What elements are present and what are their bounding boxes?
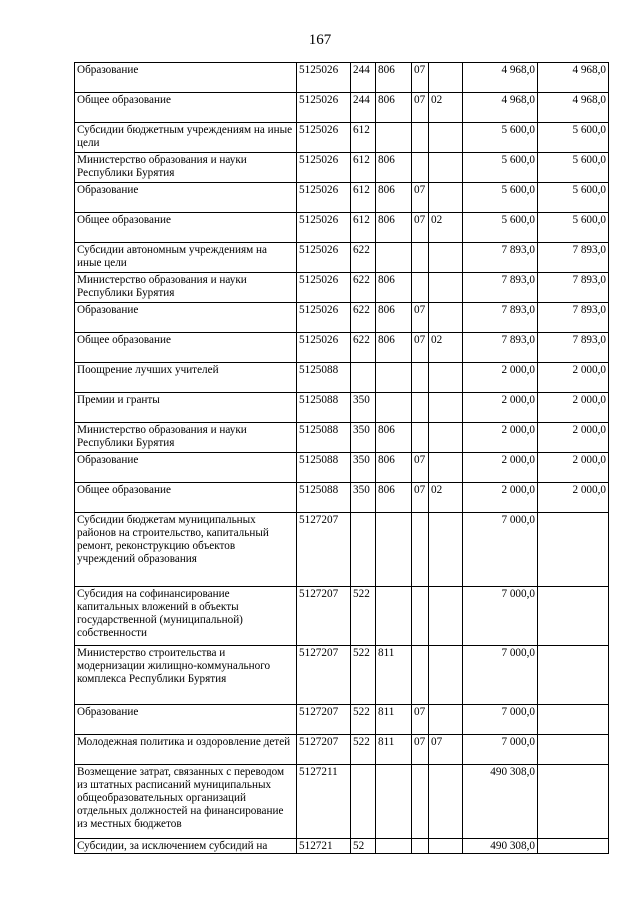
ministry-code-cell: [376, 765, 412, 839]
section-cell: 07: [412, 705, 429, 735]
expense-type-cell: 522: [351, 646, 376, 705]
amount-2-cell: 7 893,0: [538, 273, 609, 303]
page-number: 167: [308, 32, 332, 48]
amount-2-cell: 5 600,0: [538, 123, 609, 153]
row-name-cell: Общее образование: [75, 213, 297, 243]
section-cell: [412, 587, 429, 646]
section-cell: [412, 363, 429, 393]
target-code-cell: 5125026: [297, 93, 351, 123]
table-row: [75, 333, 609, 363]
amount-1-cell: 5 600,0: [463, 123, 538, 153]
table-row: [75, 243, 609, 273]
table-row: [75, 423, 609, 453]
row-name-cell: Общее образование: [75, 333, 297, 363]
subsection-cell: [429, 423, 463, 453]
table-row: [75, 513, 609, 587]
section-cell: [412, 273, 429, 303]
subsection-cell: [429, 273, 463, 303]
target-code-cell: 5125026: [297, 273, 351, 303]
amount-2-cell: 5 600,0: [538, 153, 609, 183]
row-name-cell: Субсидии бюджетам муниципальных районов на строительство, капитальный ремонт, реконструкцию объектов учреждений образования: [75, 513, 297, 587]
table-row: [75, 123, 609, 153]
target-code-cell: 5127211: [297, 765, 351, 839]
amount-2-cell: 4 968,0: [538, 93, 609, 123]
row-name-cell: Поощрение лучших учителей: [75, 363, 297, 393]
row-name-cell: Субсидии бюджетным учреждениям на иные цели: [75, 123, 297, 153]
amount-1-cell: 7 000,0: [463, 646, 538, 705]
ministry-code-cell: 811: [376, 735, 412, 765]
expense-type-cell: 350: [351, 453, 376, 483]
amount-1-cell: 2 000,0: [463, 423, 538, 453]
ministry-code-cell: 806: [376, 213, 412, 243]
amount-1-cell: 2 000,0: [463, 393, 538, 423]
amount-2-cell: [538, 513, 609, 587]
amount-1-cell: 490 308,0: [463, 839, 538, 854]
budget-table: [74, 62, 609, 854]
subsection-cell: [429, 705, 463, 735]
row-name-cell: Министерство строительства и модернизации жилищно-коммунального комплекса Республики Бурятия: [75, 646, 297, 705]
section-cell: 07: [412, 63, 429, 93]
target-code-cell: 5125088: [297, 483, 351, 513]
amount-1-cell: 5 600,0: [463, 213, 538, 243]
target-code-cell: 5127207: [297, 705, 351, 735]
row-name-cell: Молодежная политика и оздоровление детей: [75, 735, 297, 765]
row-name-cell: Субсидии автономным учреждениям на иные цели: [75, 243, 297, 273]
target-code-cell: 5125026: [297, 303, 351, 333]
row-name-cell: Субсидия на софинансирование капитальных вложений в объекты государственной (муниципальной) собственности: [75, 587, 297, 646]
ministry-code-cell: 806: [376, 483, 412, 513]
ministry-code-cell: [376, 587, 412, 646]
amount-2-cell: [538, 705, 609, 735]
subsection-cell: [429, 153, 463, 183]
amount-2-cell: 2 000,0: [538, 453, 609, 483]
table-row: [75, 765, 609, 839]
row-name-cell: Субсидии, за исключением субсидий на: [75, 839, 297, 854]
amount-2-cell: [538, 646, 609, 705]
amount-2-cell: [538, 765, 609, 839]
target-code-cell: 5125026: [297, 243, 351, 273]
row-name-cell: Общее образование: [75, 93, 297, 123]
section-cell: 07: [412, 183, 429, 213]
amount-1-cell: 7 893,0: [463, 243, 538, 273]
section-cell: 07: [412, 453, 429, 483]
subsection-cell: [429, 393, 463, 423]
target-code-cell: 5125026: [297, 63, 351, 93]
section-cell: 07: [412, 93, 429, 123]
expense-type-cell: 244: [351, 63, 376, 93]
subsection-cell: [429, 123, 463, 153]
amount-1-cell: 4 968,0: [463, 63, 538, 93]
expense-type-cell: 522: [351, 587, 376, 646]
expense-type-cell: 612: [351, 213, 376, 243]
ministry-code-cell: 806: [376, 423, 412, 453]
amount-1-cell: 7 893,0: [463, 303, 538, 333]
subsection-cell: [429, 183, 463, 213]
table-row: [75, 63, 609, 93]
row-name-cell: Министерство образования и науки Республики Бурятия: [75, 153, 297, 183]
amount-2-cell: [538, 587, 609, 646]
amount-1-cell: 490 308,0: [463, 765, 538, 839]
target-code-cell: 5125088: [297, 393, 351, 423]
expense-type-cell: 622: [351, 333, 376, 363]
target-code-cell: 5125026: [297, 213, 351, 243]
expense-type-cell: 350: [351, 393, 376, 423]
section-cell: [412, 839, 429, 854]
table-row: [75, 93, 609, 123]
subsection-cell: 07: [429, 735, 463, 765]
section-cell: [412, 765, 429, 839]
amount-1-cell: 5 600,0: [463, 183, 538, 213]
amount-1-cell: 7 893,0: [463, 273, 538, 303]
amount-1-cell: 2 000,0: [463, 483, 538, 513]
amount-1-cell: 7 893,0: [463, 333, 538, 363]
ministry-code-cell: 806: [376, 333, 412, 363]
table-row: [75, 735, 609, 765]
amount-2-cell: 5 600,0: [538, 183, 609, 213]
target-code-cell: 512721: [297, 839, 351, 854]
amount-2-cell: 2 000,0: [538, 393, 609, 423]
amount-2-cell: 2 000,0: [538, 483, 609, 513]
expense-type-cell: 52: [351, 839, 376, 854]
row-name-cell: Образование: [75, 705, 297, 735]
target-code-cell: 5125088: [297, 453, 351, 483]
amount-1-cell: 7 000,0: [463, 513, 538, 587]
amount-2-cell: [538, 735, 609, 765]
ministry-code-cell: 806: [376, 153, 412, 183]
amount-1-cell: 7 000,0: [463, 705, 538, 735]
expense-type-cell: 612: [351, 183, 376, 213]
expense-type-cell: 522: [351, 705, 376, 735]
section-cell: [412, 393, 429, 423]
target-code-cell: 5125026: [297, 183, 351, 213]
table-row: [75, 646, 609, 705]
target-code-cell: 5125026: [297, 333, 351, 363]
subsection-cell: [429, 765, 463, 839]
target-code-cell: 5127207: [297, 513, 351, 587]
amount-2-cell: 2 000,0: [538, 423, 609, 453]
subsection-cell: [429, 63, 463, 93]
target-code-cell: 5125088: [297, 363, 351, 393]
expense-type-cell: 622: [351, 273, 376, 303]
expense-type-cell: 244: [351, 93, 376, 123]
expense-type-cell: 350: [351, 423, 376, 453]
subsection-cell: [429, 839, 463, 854]
table-row: [75, 213, 609, 243]
table-row: [75, 839, 609, 854]
row-name-cell: Образование: [75, 183, 297, 213]
ministry-code-cell: [376, 243, 412, 273]
ministry-code-cell: [376, 123, 412, 153]
ministry-code-cell: 806: [376, 453, 412, 483]
ministry-code-cell: 811: [376, 646, 412, 705]
ministry-code-cell: 806: [376, 183, 412, 213]
table-row: [75, 453, 609, 483]
section-cell: 07: [412, 735, 429, 765]
expense-type-cell: 612: [351, 123, 376, 153]
target-code-cell: 5127207: [297, 587, 351, 646]
target-code-cell: 5127207: [297, 646, 351, 705]
amount-1-cell: 5 600,0: [463, 153, 538, 183]
subsection-cell: [429, 513, 463, 587]
subsection-cell: [429, 363, 463, 393]
table-row: [75, 303, 609, 333]
section-cell: [412, 123, 429, 153]
row-name-cell: Образование: [75, 453, 297, 483]
target-code-cell: 5125026: [297, 153, 351, 183]
amount-2-cell: 2 000,0: [538, 363, 609, 393]
subsection-cell: 02: [429, 333, 463, 363]
section-cell: [412, 646, 429, 705]
amount-2-cell: 7 893,0: [538, 303, 609, 333]
amount-1-cell: 7 000,0: [463, 735, 538, 765]
table-row: [75, 393, 609, 423]
ministry-code-cell: [376, 393, 412, 423]
subsection-cell: [429, 646, 463, 705]
table-row: [75, 483, 609, 513]
row-name-cell: Образование: [75, 63, 297, 93]
table-row: [75, 363, 609, 393]
row-name-cell: Общее образование: [75, 483, 297, 513]
expense-type-cell: [351, 363, 376, 393]
section-cell: [412, 153, 429, 183]
expense-type-cell: 622: [351, 243, 376, 273]
expense-type-cell: 350: [351, 483, 376, 513]
expense-type-cell: 622: [351, 303, 376, 333]
ministry-code-cell: 806: [376, 93, 412, 123]
amount-2-cell: 4 968,0: [538, 63, 609, 93]
table-row: [75, 705, 609, 735]
section-cell: 07: [412, 303, 429, 333]
amount-2-cell: 5 600,0: [538, 213, 609, 243]
section-cell: [412, 513, 429, 587]
amount-2-cell: 7 893,0: [538, 333, 609, 363]
expense-type-cell: [351, 765, 376, 839]
amount-1-cell: 4 968,0: [463, 93, 538, 123]
table-row: [75, 153, 609, 183]
subsection-cell: [429, 303, 463, 333]
row-name-cell: Образование: [75, 303, 297, 333]
section-cell: 07: [412, 333, 429, 363]
section-cell: 07: [412, 483, 429, 513]
expense-type-cell: [351, 513, 376, 587]
subsection-cell: 02: [429, 213, 463, 243]
target-code-cell: 5125088: [297, 423, 351, 453]
amount-1-cell: 2 000,0: [463, 453, 538, 483]
subsection-cell: [429, 587, 463, 646]
expense-type-cell: 522: [351, 735, 376, 765]
target-code-cell: 5127207: [297, 735, 351, 765]
subsection-cell: 02: [429, 93, 463, 123]
section-cell: [412, 243, 429, 273]
table-body: [75, 63, 609, 854]
target-code-cell: 5125026: [297, 123, 351, 153]
amount-2-cell: 7 893,0: [538, 243, 609, 273]
amount-1-cell: 7 000,0: [463, 587, 538, 646]
subsection-cell: [429, 453, 463, 483]
amount-2-cell: [538, 839, 609, 854]
table-row: [75, 587, 609, 646]
table-row: [75, 183, 609, 213]
subsection-cell: [429, 243, 463, 273]
ministry-code-cell: 811: [376, 705, 412, 735]
row-name-cell: Премии и гранты: [75, 393, 297, 423]
ministry-code-cell: 806: [376, 303, 412, 333]
row-name-cell: Возмещение затрат, связанных с переводом из штатных расписаний муниципальных общеобразовательных организаций отдельных должностей на финансирование из местных бюджетов: [75, 765, 297, 839]
subsection-cell: 02: [429, 483, 463, 513]
ministry-code-cell: 806: [376, 63, 412, 93]
section-cell: [412, 423, 429, 453]
ministry-code-cell: 806: [376, 273, 412, 303]
amount-1-cell: 2 000,0: [463, 363, 538, 393]
ministry-code-cell: [376, 513, 412, 587]
row-name-cell: Министерство образования и науки Республики Бурятия: [75, 423, 297, 453]
row-name-cell: Министерство образования и науки Республики Бурятия: [75, 273, 297, 303]
table-row: [75, 273, 609, 303]
ministry-code-cell: [376, 839, 412, 854]
section-cell: 07: [412, 213, 429, 243]
ministry-code-cell: [376, 363, 412, 393]
expense-type-cell: 612: [351, 153, 376, 183]
